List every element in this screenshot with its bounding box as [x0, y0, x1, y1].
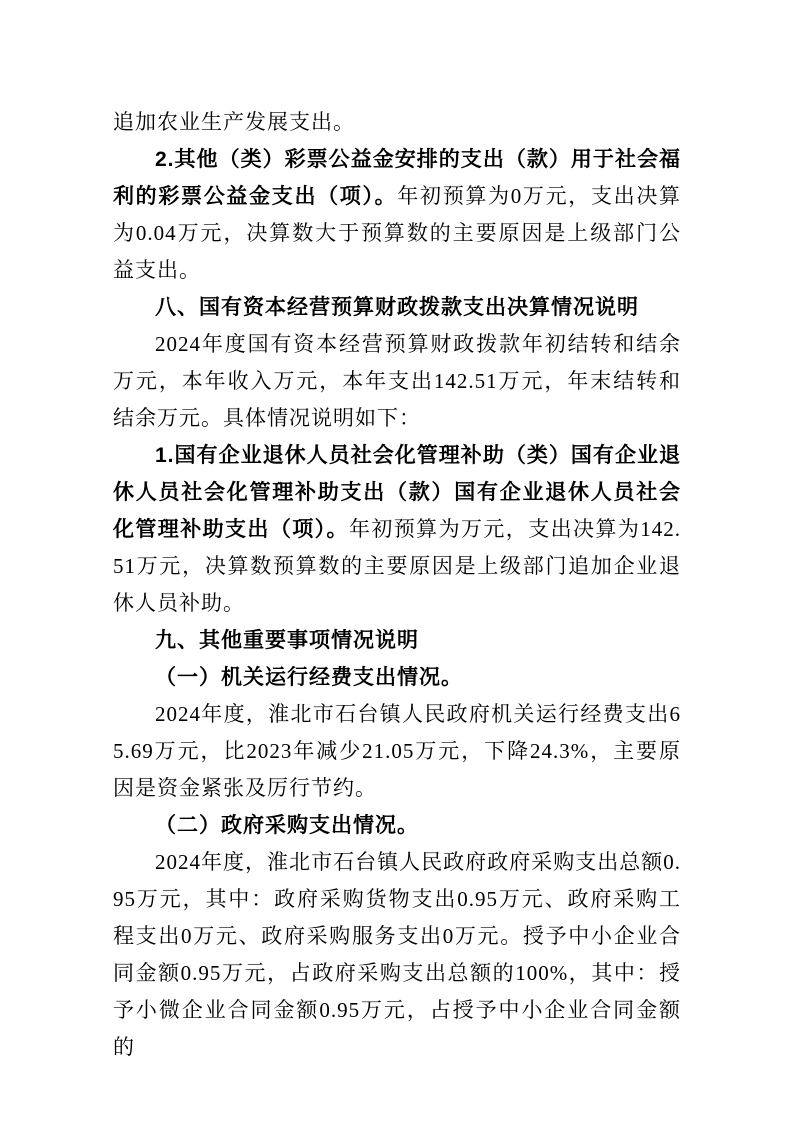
paragraph-section-9-2-heading	[113, 807, 681, 844]
bold-text-run: 2.其他（类）彩票公益金安排的支出（款）用于社会福利的彩票公益金支出（项）。	[113, 148, 681, 208]
paragraph-section-9-2-body	[113, 844, 681, 1066]
text-content	[113, 104, 681, 1066]
text-run: 年初预算为万元，支出决算为142.51万元，决算数预算数的主要原因是上级部门追加企业退休人员补助。	[113, 517, 681, 615]
paragraph-item-1-soe-retiree-subsidy	[113, 437, 681, 622]
paragraph-item-2-lottery-welfare	[113, 141, 681, 289]
paragraph-section-9-1-heading	[113, 659, 681, 696]
text-run: 2024年度国有资本经营预算财政拨款年初结转和结余万元，本年收入万元，本年支出142.51万元，年末结转和结余万元。具体情况说明如下：	[113, 332, 681, 430]
paragraph-continuation-line	[113, 104, 681, 141]
bold-text-run: 九、其他重要事项情况说明	[155, 629, 419, 652]
bold-text-run: （一）机关运行经费支出情况。	[155, 666, 463, 689]
bold-text-run: （二）政府采购支出情况。	[155, 814, 419, 837]
paragraph-section-8-intro	[113, 326, 681, 437]
bold-text-run: 1.国有企业退休人员社会化管理补助（类）国有企业退休人员社会化管理补助支出（款）国有企业退休人员社会化管理补助支出（项）。	[113, 444, 681, 541]
bold-text-run: 八、国有资本经营预算财政拨款支出决算情况说明	[155, 296, 639, 319]
text-run: 年初预算为0万元，支出决算为0.04万元，决算数大于预算数的主要原因是上级部门公益支出。	[113, 184, 682, 282]
text-run: 2024年度，淮北市石台镇人民政府政府采购支出总额0.95万元，其中：政府采购货物支出0.95万元、政府采购工程支出0万元、政府采购服务支出0万元。授予中小企业合同金额0.95万元，占政府采购支出总额的100%，其中：授予小微企业合同金额0.95万元，占授予中小企业合同金额的	[113, 850, 681, 1059]
paragraph-section-9-heading	[113, 622, 681, 659]
text-run: 追加农业生产发展支出。	[113, 110, 355, 134]
text-run: 2024年度，淮北市石台镇人民政府机关运行经费支出65.69万元，比2023年减少21.05万元，下降24.3%，主要原因是资金紧张及厉行节约。	[113, 702, 681, 800]
paragraph-section-8-heading	[113, 289, 681, 326]
paragraph-section-9-1-body	[113, 696, 681, 807]
